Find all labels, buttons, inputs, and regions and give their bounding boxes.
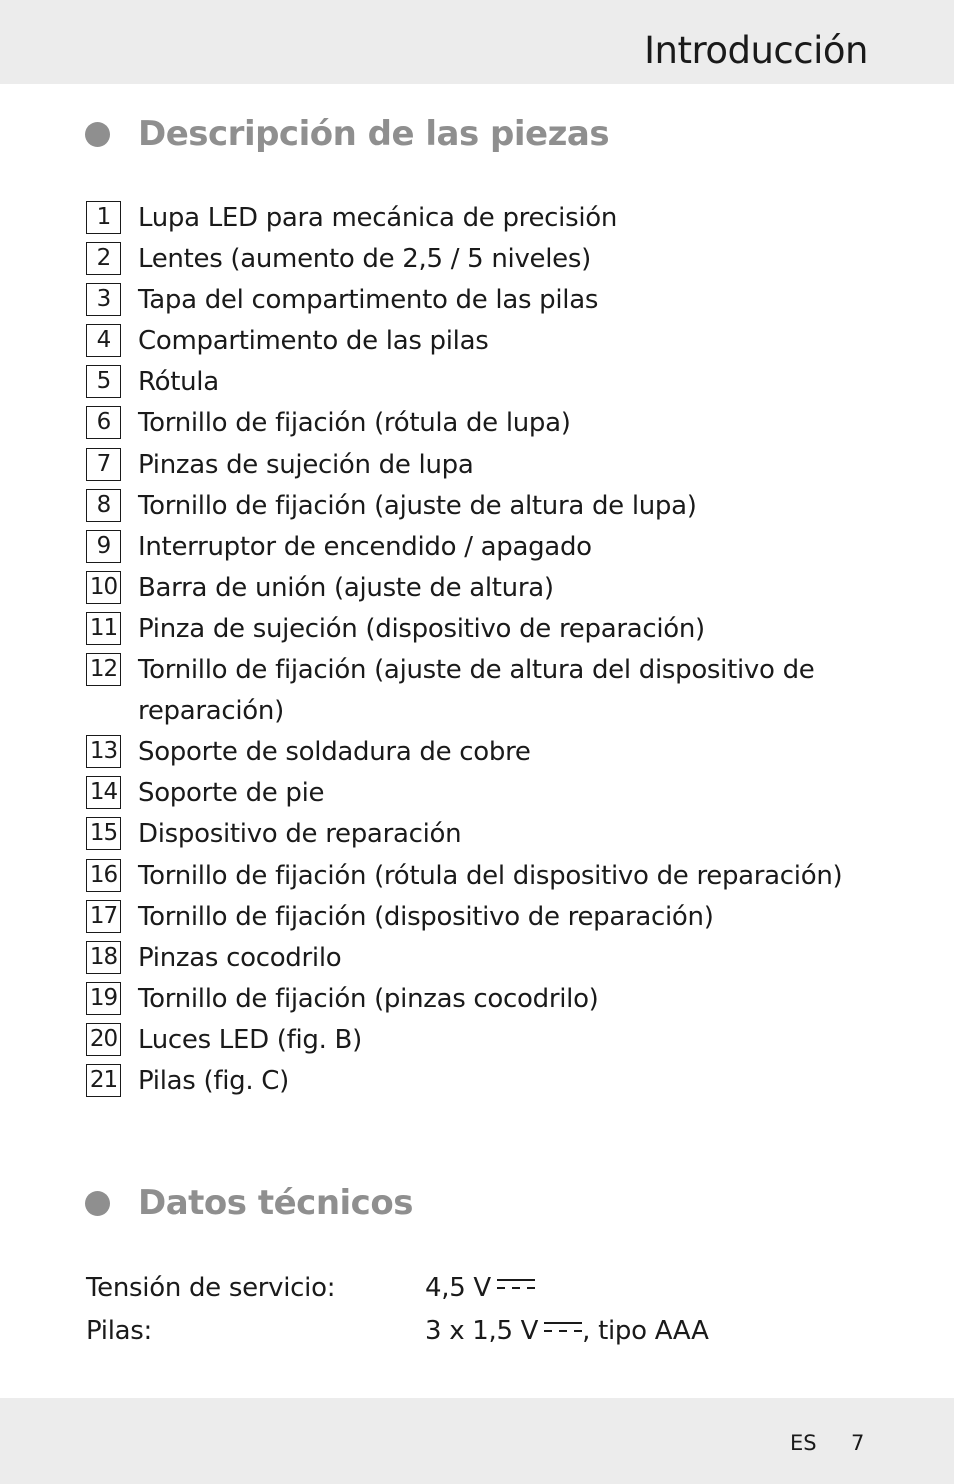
list-item <box>86 527 886 568</box>
part-label: Soporte de soldadura de cobre <box>138 737 531 768</box>
parts-list <box>86 198 886 1102</box>
part-number: 11 <box>86 612 121 645</box>
part-number: 2 <box>86 242 121 275</box>
spec-value <box>425 1273 535 1303</box>
part-number: 6 <box>86 406 121 439</box>
part-number: 20 <box>86 1023 121 1056</box>
direct-current-icon <box>544 1320 582 1334</box>
part-number: 9 <box>86 530 121 563</box>
spec-value-text: 3 x 1,5 V <box>425 1315 539 1346</box>
section-heading-parts <box>85 112 609 156</box>
section-heading-tech <box>85 1181 413 1225</box>
list-item <box>86 280 886 321</box>
list-item <box>86 198 886 239</box>
part-label: Tornillo de fijación (rótula del dispositivo de reparación) <box>138 860 843 891</box>
part-label: Pilas (fig. C) <box>138 1065 289 1096</box>
footer-language: ES <box>790 1431 817 1455</box>
bullet-icon <box>85 1191 110 1216</box>
part-number: 10 <box>86 571 121 604</box>
list-item <box>86 897 886 938</box>
spec-value <box>425 1316 709 1346</box>
part-number: 15 <box>86 817 121 850</box>
spec-row-batteries <box>86 1309 709 1352</box>
part-label: Barra de unión (ajuste de altura) <box>138 572 554 603</box>
list-item <box>86 938 886 979</box>
list-item <box>86 732 886 773</box>
list-item <box>86 650 886 732</box>
list-item <box>86 814 886 855</box>
part-label: Rótula <box>138 367 219 398</box>
part-number: 17 <box>86 900 121 933</box>
direct-current-icon <box>497 1277 535 1291</box>
part-number: 4 <box>86 324 121 357</box>
bullet-icon <box>85 122 110 147</box>
part-number: 21 <box>86 1064 121 1097</box>
part-label: Tornillo de fijación (pinzas cocodrilo) <box>138 983 599 1014</box>
part-label: Pinzas cocodrilo <box>138 942 342 973</box>
list-item <box>86 239 886 280</box>
part-number: 12 <box>86 653 121 686</box>
part-label: Soporte de pie <box>138 778 325 809</box>
part-number: 3 <box>86 283 121 316</box>
part-label: Lentes (aumento de 2,5 / 5 niveles) <box>138 244 591 275</box>
section-heading-text: Datos técnicos <box>138 1183 413 1223</box>
part-label: Luces LED (fig. B) <box>138 1024 362 1055</box>
part-number: 7 <box>86 448 121 481</box>
tech-specs <box>86 1266 709 1352</box>
part-label: Compartimento de las pilas <box>138 326 489 357</box>
spec-value-suffix: , tipo AAA <box>582 1315 709 1346</box>
part-label: Pinza de sujeción (dispositivo de reparación) <box>138 613 705 644</box>
spec-label: Tensión de servicio: <box>86 1272 336 1303</box>
list-item <box>86 362 886 403</box>
list-item <box>86 321 886 362</box>
list-item <box>86 979 886 1020</box>
part-number: 16 <box>86 859 121 892</box>
part-label: Tornillo de fijación (rótula de lupa) <box>138 408 571 439</box>
part-label: Interruptor de encendido / apagado <box>138 531 592 562</box>
part-number: 18 <box>86 941 121 974</box>
spec-label: Pilas: <box>86 1315 152 1346</box>
part-label: Tornillo de fijación (ajuste de altura de lupa) <box>138 490 697 521</box>
list-item <box>86 486 886 527</box>
spec-row-voltage <box>86 1266 709 1309</box>
list-item <box>86 773 886 814</box>
part-label: Dispositivo de reparación <box>138 819 462 850</box>
part-label: Tornillo de fijación (dispositivo de reparación) <box>138 901 714 932</box>
part-number: 8 <box>86 489 121 522</box>
part-label: Pinzas de sujeción de lupa <box>138 449 474 480</box>
list-item <box>86 1061 886 1102</box>
list-item <box>86 445 886 486</box>
page-number: 7 <box>851 1431 865 1455</box>
part-number: 14 <box>86 776 121 809</box>
part-number: 5 <box>86 365 121 398</box>
part-label: Tornillo de fijación (ajuste de altura del dispositivo de reparación) <box>138 655 815 727</box>
part-label: Tapa del compartimento de las pilas <box>138 285 599 316</box>
page-title: Introducción <box>644 29 868 72</box>
part-number: 1 <box>86 201 121 234</box>
part-label: Lupa LED para mecánica de precisión <box>138 203 618 233</box>
part-number: 19 <box>86 982 121 1015</box>
list-item <box>86 568 886 609</box>
spec-value-text: 4,5 V <box>425 1272 491 1303</box>
list-item <box>86 403 886 444</box>
list-item <box>86 1020 886 1061</box>
list-item <box>86 609 886 650</box>
list-item <box>86 856 886 897</box>
part-number: 13 <box>86 735 121 768</box>
section-heading-text: Descripción de las piezas <box>138 114 610 154</box>
